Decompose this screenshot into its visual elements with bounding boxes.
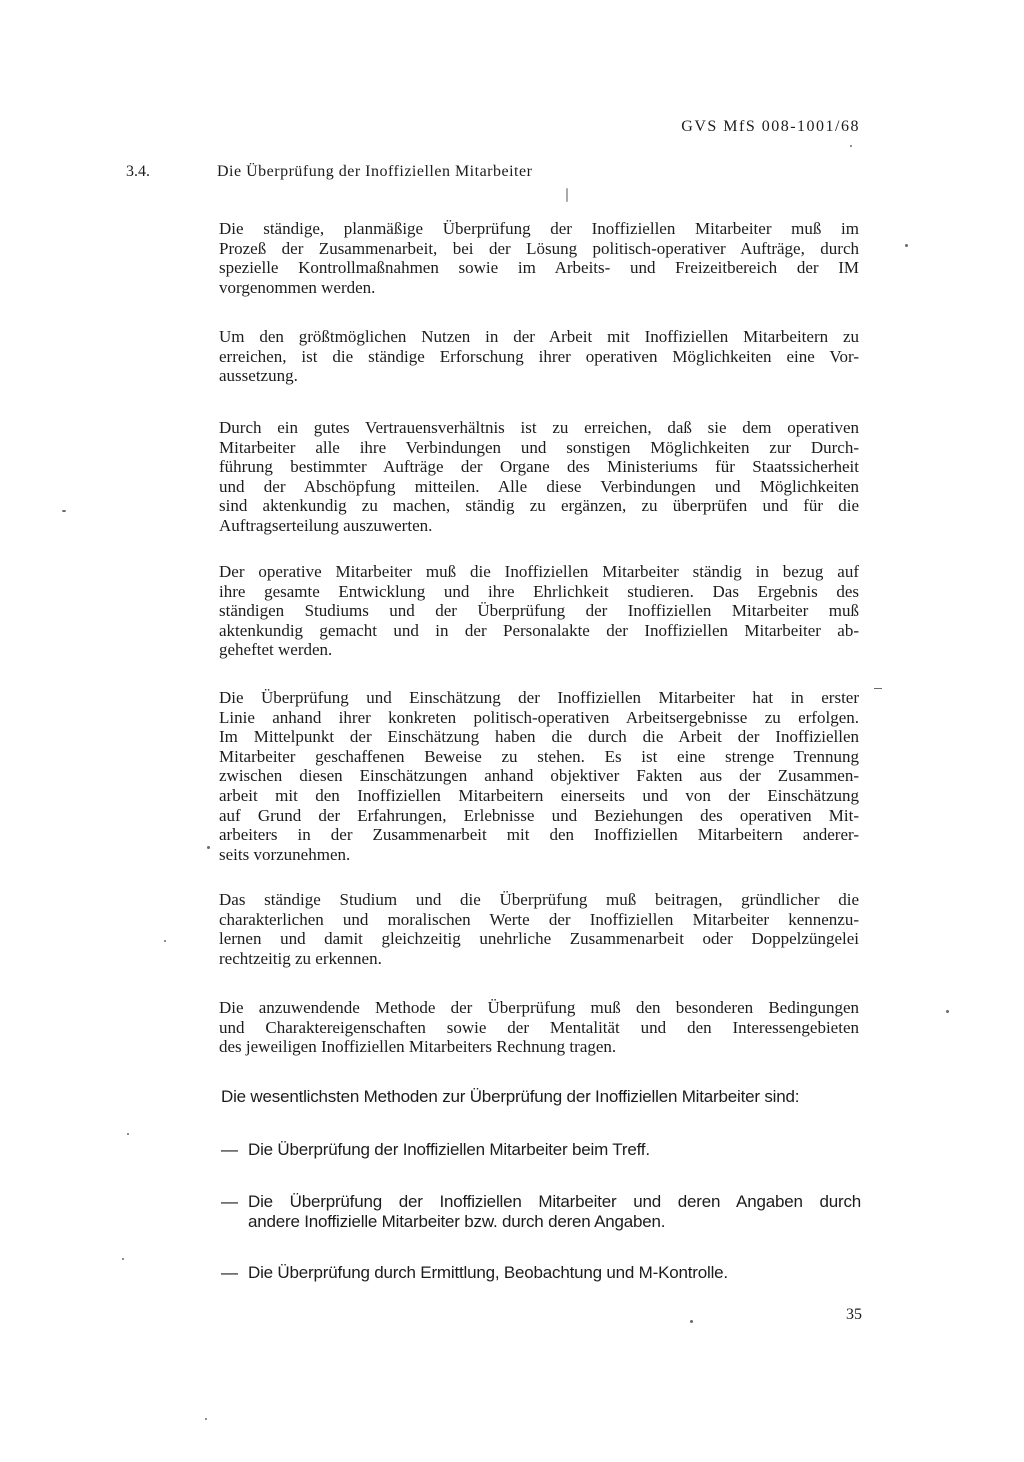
paragraph-line: spezielle Kontrollmaßnahmen sowie im Arbeits- und Freizeitbereich der IM [219, 258, 859, 278]
method-line: Die Überprüfung der Inoffiziellen Mitarbeiter beim Treff. [248, 1140, 650, 1159]
scan-artifact [874, 688, 882, 689]
page-number: 35 [846, 1306, 862, 1323]
scan-artifact [164, 940, 166, 942]
method-item-text [248, 1140, 861, 1160]
paragraph-line: aktenkundig gemacht und in der Personalakte der Inoffiziellen Mitarbeiter ab- [219, 620, 859, 640]
paragraph-line: und Charaktereigenschaften sowie der Mentalität und den Interessengebieten [219, 1017, 859, 1037]
paragraph-line: ihre gesamte Entwicklung und ihre Ehrlichkeit studieren. Das Ergebnis des [219, 581, 859, 601]
scan-artifact [905, 244, 908, 247]
dash-bullet-icon: — [221, 1263, 238, 1282]
paragraph-line: führung bestimmter Aufträge der Organe des Ministeriums für Staatssicherheit [219, 457, 859, 477]
methods-intro: Die wesentlichsten Methoden zur Überprüfung der Inoffiziellen Mitarbeiter sind: [221, 1087, 800, 1106]
paragraph-line: vorgenommen werden. [219, 277, 376, 297]
scan-artifact [690, 1320, 693, 1323]
scan-artifact [127, 1133, 129, 1135]
paragraph-line: ständigen Studiums und der Überprüfung der Inoffiziellen Mitarbeiter muß [219, 601, 859, 621]
paragraph-line: Prozeß der Zusammenarbeit, bei der Lösung politisch-operativer Aufträge, durch [219, 238, 859, 258]
paragraph-line: des jeweiligen Inoffiziellen Mitarbeiters Rechnung tragen. [219, 1037, 617, 1057]
paragraph-line: Im Mittelpunkt der Einschätzung haben die durch die Arbeit der Inoffiziellen [219, 727, 859, 747]
paragraph-line: Der operative Mitarbeiter muß die Inoffiziellen Mitarbeiter ständig in bezug auf [219, 562, 859, 581]
paragraph-line: erreichen, ist die ständige Erforschung ihrer operativen Möglichkeiten eine Vor- [219, 346, 859, 366]
paragraph-line: sind aktenkundig zu machen, ständig zu ergänzen, zu überprüfen und für die [219, 496, 859, 516]
paragraph-line: Auftragserteilung auszuwerten. [219, 515, 433, 535]
paragraph-line: arbeit mit den Inoffiziellen Mitarbeitern einerseits und von der Einschätzung [219, 785, 859, 805]
scan-artifact [62, 510, 66, 512]
paragraph-line: geheftet werden. [219, 640, 333, 660]
paragraph-line: Mitarbeiter geschaffenen Beweise zu stehen. Es ist eine strenge Trennung [219, 746, 859, 766]
paragraph-line: lernen und damit gleichzeitig unehrliche Zusammenarbeit oder Doppelzüngelei [219, 929, 859, 949]
scan-artifact [207, 846, 210, 849]
paragraph-1 [219, 219, 859, 297]
paragraph-6 [219, 890, 859, 968]
paragraph-line: Um den größtmöglichen Nutzen in der Arbeit mit Inoffiziellen Mitarbeitern zu [219, 327, 859, 346]
paragraph-line: aussetzung. [219, 366, 298, 386]
dash-bullet-icon: — [221, 1140, 238, 1159]
method-item-text [248, 1263, 861, 1283]
scan-artifact [205, 1418, 207, 1420]
scan-artifact [946, 1010, 949, 1013]
section-title: Die Überprüfung der Inoffiziellen Mitarbeiter [217, 163, 533, 180]
paragraph-line: auf Grund der Erfahrungen, Erlebnisse und Beziehungen des operativen Mit- [219, 805, 859, 825]
paragraph-line: charakterlichen und moralischen Werte der Inoffiziellen Mitarbeiter kennenzu- [219, 909, 859, 929]
paragraph-3 [219, 418, 859, 536]
section-number: 3.4. [126, 163, 150, 180]
scan-artifact [122, 1258, 124, 1260]
paragraph-line: Durch ein gutes Vertrauensverhältnis ist zu erreichen, daß sie dem operativen [219, 418, 859, 437]
paragraph-line: Mitarbeiter alle ihre Verbindungen und sonstigen Möglichkeiten zur Durch- [219, 437, 859, 457]
paragraph-line: seits vorzunehmen. [219, 844, 351, 864]
paragraph-4 [219, 562, 859, 660]
paragraph-7 [219, 998, 859, 1057]
method-item-text [248, 1192, 861, 1232]
paragraph-2 [219, 327, 859, 386]
method-line: Die Überprüfung durch Ermittlung, Beobachtung und M-Kontrolle. [248, 1263, 728, 1282]
method-line: andere Inoffizielle Mitarbeiter bzw. durch deren Angaben. [248, 1212, 666, 1231]
paragraph-line: zwischen diesen Einschätzungen anhand objektiver Fakten aus der Zusammen- [219, 766, 859, 786]
paragraph-line: und der Abschöpfung mitteilen. Alle diese Verbindungen und Möglichkeiten [219, 476, 859, 496]
paragraph-line: Die anzuwendende Methode der Überprüfung muß den besonderen Bedingungen [219, 998, 859, 1017]
paragraph-line: Das ständige Studium und die Überprüfung muß beitragen, gründlicher die [219, 890, 859, 909]
paragraph-line: rechtzeitig zu erkennen. [219, 948, 382, 968]
paragraph-line: arbeiters in der Zusammenarbeit mit den Inoffiziellen Mitarbeitern anderer- [219, 825, 859, 845]
paragraph-5 [219, 688, 859, 864]
paragraph-line: Die ständige, planmäßige Überprüfung der Inoffiziellen Mitarbeiter muß im [219, 219, 859, 238]
method-line: Die Überprüfung der Inoffiziellen Mitarbeiter und deren Angaben durch [248, 1192, 861, 1211]
document-reference: GVS MfS 008-1001/68 [681, 118, 860, 135]
scan-artifact [566, 188, 568, 202]
paragraph-line: Linie anhand ihrer konkreten politisch-operativen Arbeitsergebnisse zu erfolgen. [219, 707, 859, 727]
paragraph-line: Die Überprüfung und Einschätzung der Inoffiziellen Mitarbeiter hat in erster [219, 688, 859, 707]
scan-artifact [850, 145, 852, 147]
dash-bullet-icon: — [221, 1192, 238, 1211]
